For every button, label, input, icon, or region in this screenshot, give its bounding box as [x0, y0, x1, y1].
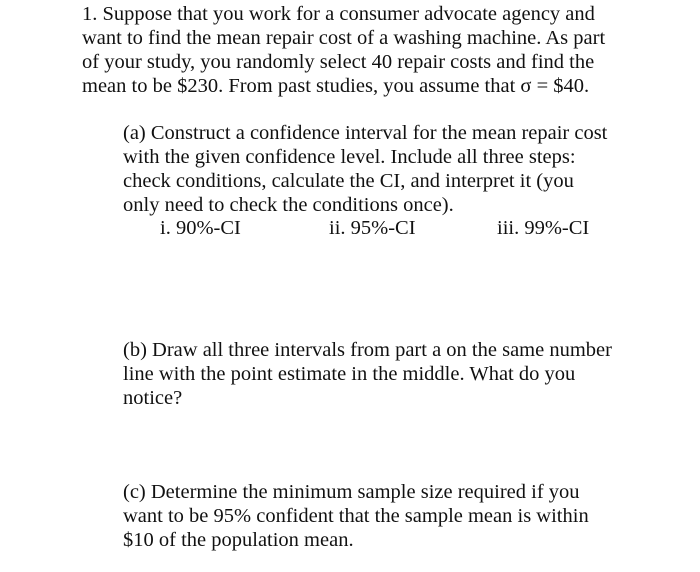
confidence-level-options: [0, 216, 700, 240]
problem-line: mean to be $230. From past studies, you assume that σ = $40.: [82, 75, 590, 97]
part-c-question: [123, 480, 683, 552]
ci-option-90: i. 90%-CI: [160, 217, 241, 239]
part-a-line: only need to check the conditions once).: [123, 194, 454, 216]
part-a-line: with the given confidence level. Include all three steps:: [123, 146, 576, 168]
ci-option-99: iii. 99%-CI: [497, 217, 590, 239]
problem-statement: [82, 2, 682, 98]
part-a-line: (a) Construct a confidence interval for the mean repair cost: [123, 122, 608, 144]
part-a-line: check conditions, calculate the CI, and interpret it (you: [123, 170, 574, 192]
part-b-question: [123, 338, 683, 410]
part-b-line: line with the point estimate in the middle. What do you: [123, 363, 576, 385]
problem-line: 1. Suppose that you work for a consumer advocate agency and: [82, 3, 595, 25]
part-b-line: notice?: [123, 387, 183, 409]
problem-line: of your study, you randomly select 40 repair costs and find the: [82, 51, 595, 73]
part-c-line: (c) Determine the minimum sample size required if you: [123, 481, 580, 503]
part-b-line: (b) Draw all three intervals from part a on the same number: [123, 339, 612, 361]
part-c-line: want to be 95% confident that the sample mean is within: [123, 505, 589, 527]
ci-option-95: ii. 95%-CI: [329, 217, 416, 239]
part-a-question: [123, 121, 683, 217]
part-c-line: $10 of the population mean.: [123, 529, 354, 551]
problem-line: want to find the mean repair cost of a washing machine. As part: [82, 27, 606, 49]
